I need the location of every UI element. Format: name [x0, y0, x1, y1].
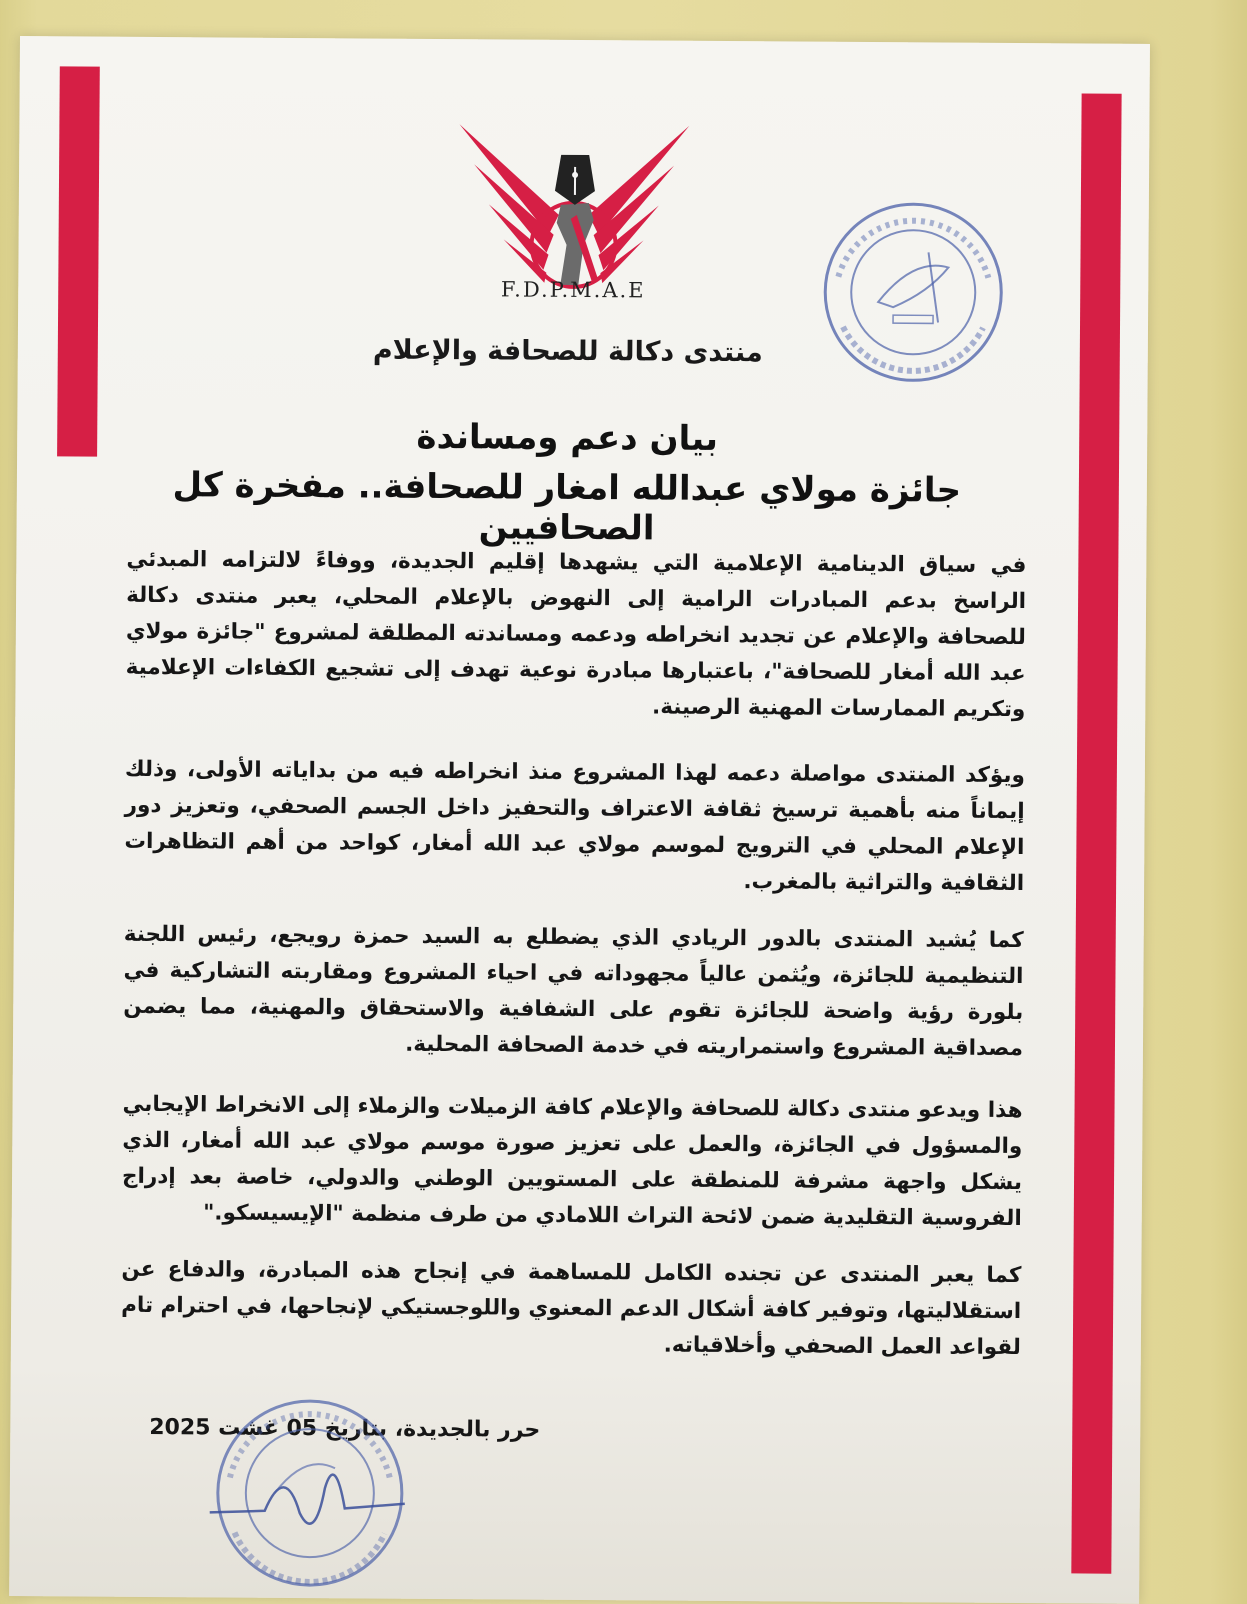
logo-code: F.D.P.M.A.E [500, 277, 646, 303]
date-signoff: حرر بالجديدة، بتاريخ 05 غشت 2025 [149, 1414, 541, 1443]
paragraph-4: هذا ويدعو منتدى دكالة للصحافة والإعلام كافة الزميلات والزملاء إلى الانخراط الإيجابي والمسؤول في الجائزة، والعمل على تعزيز صورة موسم مولاي عبد الله أمغار، الذي يشكل واجهة مشرفة للمنطقة على المستويين الوطني والدولي، خاصة بعد إدراج الفروسية التقليدية ضمن لائحة التراث اللامادي من طرف منظمة "الإيسيسكو." [121, 1091, 1023, 1232]
letter-sheet [9, 36, 1150, 1604]
paragraph-5: كما يعبر المنتدى عن تجنده الكامل للمساهمة في إنجاح هذه المبادرة، والدفاع عن استقلاليتها، وتوفير كافة أشكال الدعم المعنوي واللوجستيكي لإنجاحها، في احترام تام لقواعد العمل الصحفي وأخلاقياته. [121, 1256, 1022, 1361]
paragraph-3: كما يُشيد المنتدى بالدور الريادي الذي يضطلع به السيد حمزة رويجع، رئيس اللجنة التنظيمية للجائزة، ويُثمن عالياً مجهوداته في احياء المشروع ومقاربته التشاركية في بلورة رؤية واضحة للجائزة تقوم على الشفافية والاستحقاق والمهنية، مما يضمن مصداقية المشروع واستمراريته في خدمة الصحافة المحلية. [123, 921, 1024, 1062]
winged-fist-pen-logo [448, 94, 699, 301]
paragraph-2: ويؤكد المنتدى مواصلة دعمه لهذا المشروع منذ انخراطه فيه من بداياته الأولى، وذلك إيماناً منه بأهمية ترسيخ ثقافة الاعتراف والتحفيز داخل الجسم الصحفي، وتعزيز دور الإعلام المحلي في الترويج لموسم مولاي عبد الله أمغار، كواحد من أهم التظاهرات الثقافية والتراثية بالمغرب. [124, 756, 1025, 897]
official-stamp-with-signature-icon [204, 1392, 415, 1593]
paragraph-1: في سياق الدينامية الإعلامية التي يشهدها إقليم الجديدة، ووفاءً لالتزامه المبدئي الراسخ بدعم المبادرات الرامية إلى النهوض بالإعلام المحلي، يعبر منتدى دكالة للصحافة والإعلام عن تجديد انخراطه ودعمه ومساندته المطلقة لمشروع "جائزة مولاي عبد الله أمغار للصحافة"، باعتبارها مبادرة نوعية تهدف إلى تشجيع الكفاءات الإعلامية وتكريم الممارسات المهنية الرصينة. [125, 546, 1027, 723]
statement-subtitle: جائزة مولاي عبدالله امغار للصحافة.. مفخرة كل الصحافيين [172, 465, 962, 549]
left-red-stripe [57, 66, 100, 456]
organization-name: منتدى دكالة للصحافة والإعلام [372, 334, 763, 369]
official-stamp-icon [818, 197, 1009, 388]
statement-title: بيان دعم ومساندة [416, 416, 719, 459]
right-red-stripe [1071, 93, 1121, 1573]
